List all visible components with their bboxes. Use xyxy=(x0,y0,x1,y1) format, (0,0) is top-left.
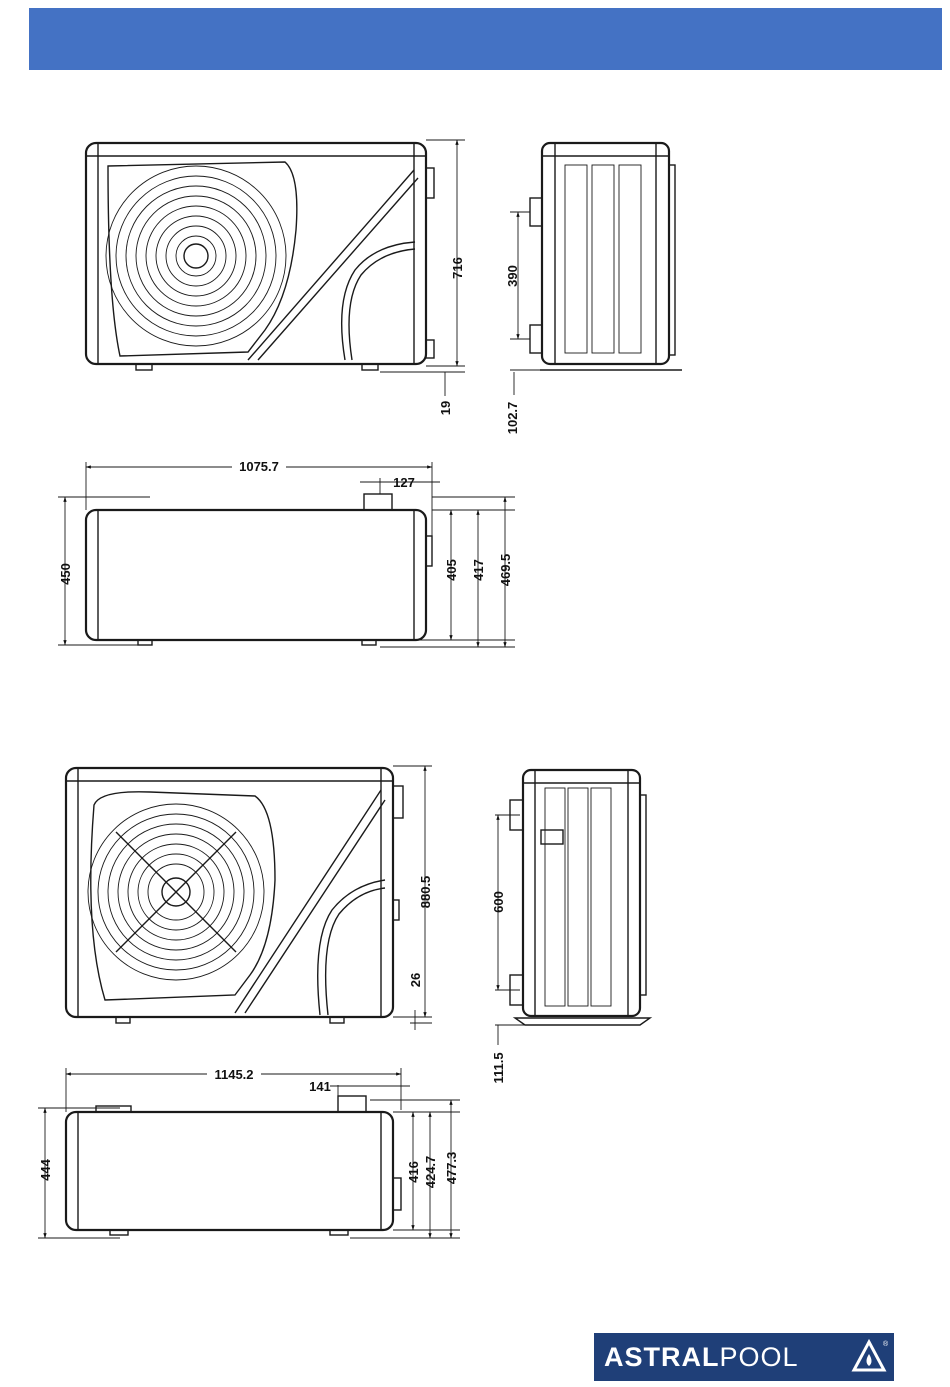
unit1-top-depth-2-label: 417 xyxy=(471,559,486,581)
unit2-side-louvers xyxy=(545,788,611,1006)
unit2-top-view xyxy=(38,1066,460,1238)
unit1-side-view xyxy=(505,143,682,434)
unit2-top-depth-1-label: 416 xyxy=(406,1161,421,1183)
unit1-top-depth-1-label: 405 xyxy=(444,559,459,581)
unit2-front-foot-label: 26 xyxy=(408,972,423,988)
logo-text-bold: ASTRAL xyxy=(604,1341,720,1372)
unit2-connection-spacing-label: 600 xyxy=(491,891,506,913)
unit1-side-louvers xyxy=(565,165,641,353)
unit2-top-depth-3-label: 477.3 xyxy=(444,1151,459,1185)
astralpool-logo xyxy=(594,1333,894,1381)
unit1-top-view xyxy=(58,458,515,647)
unit1-connection-offset-label: 127 xyxy=(393,475,415,490)
unit2-side-view xyxy=(491,770,650,1084)
logo-text xyxy=(594,1342,799,1373)
astralpool-mark-icon xyxy=(850,1338,888,1376)
unit2-top-length-label: 1145.2 xyxy=(214,1067,254,1082)
unit2-side-base-label: 111.5 xyxy=(491,1052,506,1084)
unit1-side-base-label: 102.7 xyxy=(505,401,520,435)
unit1-front-view xyxy=(86,140,465,415)
unit1-top-depth-3-label: 469.5 xyxy=(498,553,513,587)
unit2-connection-offset-label: 141 xyxy=(309,1079,331,1094)
unit1-front-height-label: 716 xyxy=(450,257,465,279)
unit2-front-view xyxy=(66,766,433,1030)
logo-text-light: POOL xyxy=(719,1341,799,1372)
unit1-fan-grille xyxy=(106,166,286,346)
unit1-top-depth-left-label: 450 xyxy=(58,563,73,585)
unit2-front-height-label: 880.5 xyxy=(418,875,433,909)
unit1-connection-spacing-label: 390 xyxy=(505,265,520,287)
unit2-top-depth-left-label: 444 xyxy=(38,1159,53,1181)
unit1-top-length-label: 1075.7 xyxy=(239,459,279,474)
registered-mark: ® xyxy=(883,1341,888,1348)
unit2-top-depth-2-label: 424.7 xyxy=(423,1155,438,1189)
unit2-fan-grille xyxy=(88,804,264,980)
unit1-foot-height-label: 19 xyxy=(438,400,453,416)
